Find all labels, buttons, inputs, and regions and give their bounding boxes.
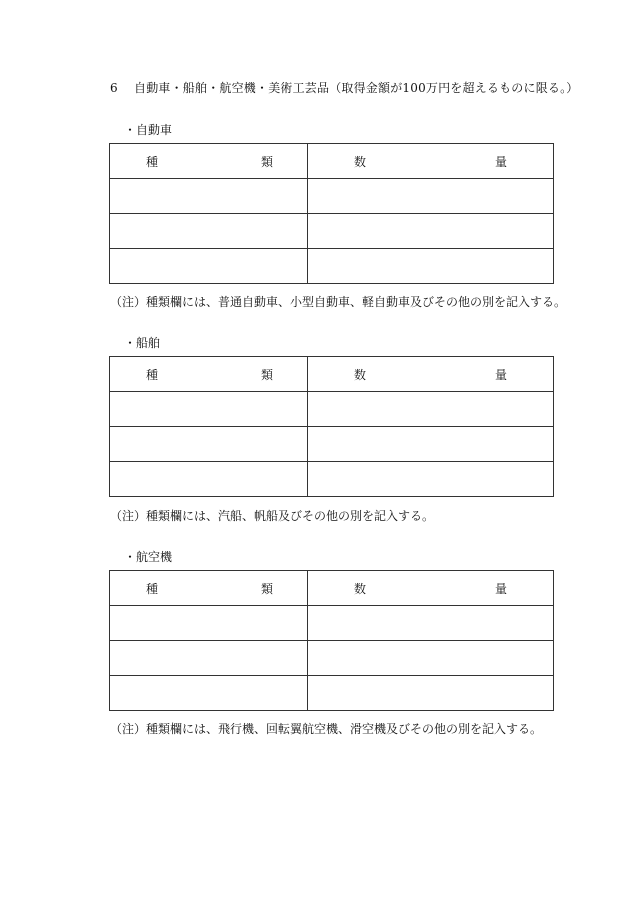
ship-label: ・船舶	[124, 336, 161, 350]
quantity-cell[interactable]	[308, 676, 554, 711]
kind-header: 種 類	[110, 357, 308, 392]
table-row	[110, 641, 554, 676]
table-row	[110, 462, 554, 497]
automobile-label: ・自動車	[124, 123, 173, 137]
table-header-row	[110, 571, 554, 606]
ship-note: （注）種類欄には、汽船、帆船及びその他の別を記入する。	[110, 509, 435, 523]
kind-cell[interactable]	[110, 676, 308, 711]
quantity-cell[interactable]	[308, 462, 554, 497]
quantity-header: 数 量	[308, 144, 554, 179]
kind-cell[interactable]	[110, 462, 308, 497]
quantity-cell[interactable]	[308, 392, 554, 427]
table-row	[110, 214, 554, 249]
quantity-cell[interactable]	[308, 606, 554, 641]
aircraft-label: ・航空機	[124, 550, 173, 564]
section-number: 6	[110, 81, 118, 95]
table-header-row	[110, 357, 554, 392]
section-title: 自動車・船舶・航空機・美術工芸品（取得金額が100万円を超えるものに限る。）	[134, 81, 579, 95]
aircraft-table	[109, 570, 554, 711]
automobile-note: （注）種類欄には、普通自動車、小型自動車、軽自動車及びその他の別を記入する。	[110, 295, 567, 309]
quantity-header: 数 量	[308, 571, 554, 606]
kind-cell[interactable]	[110, 606, 308, 641]
table-header-row	[110, 144, 554, 179]
quantity-cell[interactable]	[308, 641, 554, 676]
quantity-cell[interactable]	[308, 249, 554, 284]
quantity-cell[interactable]	[308, 179, 554, 214]
kind-cell[interactable]	[110, 179, 308, 214]
ship-table	[109, 356, 554, 497]
aircraft-note: （注）種類欄には、飛行機、回転翼航空機、滑空機及びその他の別を記入する。	[110, 722, 543, 736]
section-heading	[110, 79, 579, 96]
table-row	[110, 179, 554, 214]
table-row	[110, 249, 554, 284]
quantity-header: 数 量	[308, 357, 554, 392]
kind-cell[interactable]	[110, 249, 308, 284]
table-row	[110, 606, 554, 641]
table-row	[110, 427, 554, 462]
quantity-cell[interactable]	[308, 427, 554, 462]
kind-cell[interactable]	[110, 214, 308, 249]
kind-cell[interactable]	[110, 392, 308, 427]
automobile-table	[109, 143, 554, 284]
quantity-cell[interactable]	[308, 214, 554, 249]
kind-header: 種 類	[110, 144, 308, 179]
table-row	[110, 392, 554, 427]
kind-header: 種 類	[110, 571, 308, 606]
kind-cell[interactable]	[110, 641, 308, 676]
table-row	[110, 676, 554, 711]
kind-cell[interactable]	[110, 427, 308, 462]
